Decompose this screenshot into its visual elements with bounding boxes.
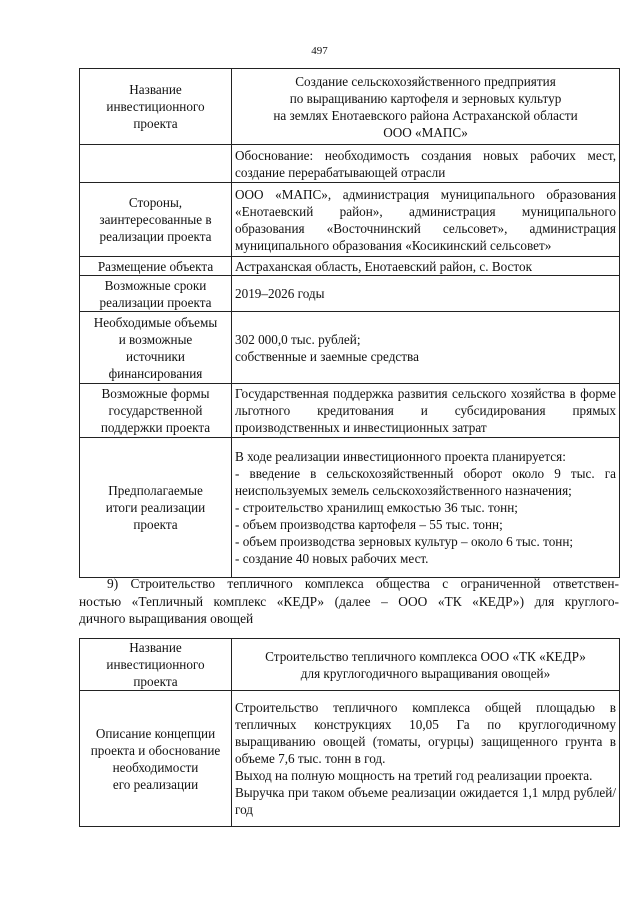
concept-paragraph: Строительство тепличного комплекса общей площадью в тепличных конструкциях 10,05 Га по круглогодичному выращиванию овощей (томаты, огурцы) защищенного грунта в объеме 7,6 тыс. тонн в год. (235, 700, 616, 766)
justification-value: Обоснование: необходимость создания новых рабочих мест, создание перерабатывающей отрасли (232, 145, 620, 183)
table-row (80, 639, 620, 691)
empty-label-cell (80, 145, 232, 183)
table-row (80, 183, 620, 257)
support-label: Возможные формы государственной поддержки проекта (80, 384, 232, 438)
table-row (80, 276, 620, 312)
results-intro: В ходе реализации инвестиционного проекта планируется: (235, 449, 566, 464)
location-label: Размещение объекта (80, 257, 232, 276)
parties-label: Стороны, заинтересованные в реализации проекта (80, 183, 232, 257)
table-row (80, 145, 620, 183)
concept-paragraph: Выручка при таком объеме реализации ожидается 1,1 млрд рублей/год (235, 785, 616, 817)
terms-value: 2019–2026 годы (232, 276, 620, 312)
results-label: Предполагаемые итоги реализации проекта (80, 438, 232, 578)
table-row (80, 438, 620, 578)
financing-value: 302 000,0 тыс. рублей; собственные и заемные средства (232, 312, 620, 384)
results-item: - объем производства картофеля – 55 тыс. тонн; (235, 517, 503, 532)
page-number: 497 (311, 45, 328, 57)
table-row (80, 312, 620, 384)
project-name-value: Строительство тепличного комплекса ООО «ТК «КЕДР» для круглогодичного выращивания овощей» (232, 639, 620, 691)
paragraph-line: 9) Строительство тепличного комплекса общества с ограниченной ответствен- (107, 576, 619, 591)
table-row (80, 691, 620, 827)
results-item: - введение в сельскохозяйственный оборот около 9 тыс. га неиспользуемых земель сельскохозяйственного назначения; (235, 466, 616, 498)
concept-value (232, 691, 620, 827)
results-item: - строительство хранилищ емкостью 36 тыс. тонн; (235, 500, 518, 515)
paragraph-line: ностью «Тепличный комплекс «КЕДР» (далее – ООО «ТК «КЕДР») для круглого- (79, 593, 619, 609)
terms-label: Возможные сроки реализации проекта (80, 276, 232, 312)
support-value: Государственная поддержка развития сельского хозяйства в форме льготного кредитования и субсидирования прямых производственных и инвестиционных затрат (232, 384, 620, 438)
project-name-value: Создание сельскохозяйственного предприятия по выращиванию картофеля и зерновых культур на землях Енотаевского района Астраханской области ООО «МАПС» (232, 69, 620, 145)
table-row (80, 69, 620, 145)
table-row (80, 384, 620, 438)
concept-paragraph: Выход на полную мощность на третий год реализации проекта. (235, 768, 593, 783)
project-name-label: Название инвестиционного проекта (80, 69, 232, 145)
section-9-heading (79, 575, 619, 628)
investment-project-table-maps (79, 68, 620, 578)
results-value (232, 438, 620, 578)
parties-value: ООО «МАПС», администрация муниципального образования «Енотаевский район», администрация муниципального образования «Восточнинский сельсовет», администрация муниципального образования «Косикинский сельсовет» (232, 183, 620, 257)
table-row (80, 257, 620, 276)
financing-label: Необходимые объемы и возможные источники финансирования (80, 312, 232, 384)
results-item: - объем производства зерновых культур – около 6 тыс. тонн; (235, 534, 574, 549)
paragraph-line: дичного выращивания овощей (79, 611, 254, 626)
project-name-label: Название инвестиционного проекта (80, 639, 232, 691)
concept-label: Описание концепции проекта и обоснование необходимости его реализации (80, 691, 232, 827)
location-value: Астраханская область, Енотаевский район, с. Восток (232, 257, 620, 276)
results-item: - создание 40 новых рабочих мест. (235, 551, 429, 566)
investment-project-table-kedr (79, 638, 620, 827)
